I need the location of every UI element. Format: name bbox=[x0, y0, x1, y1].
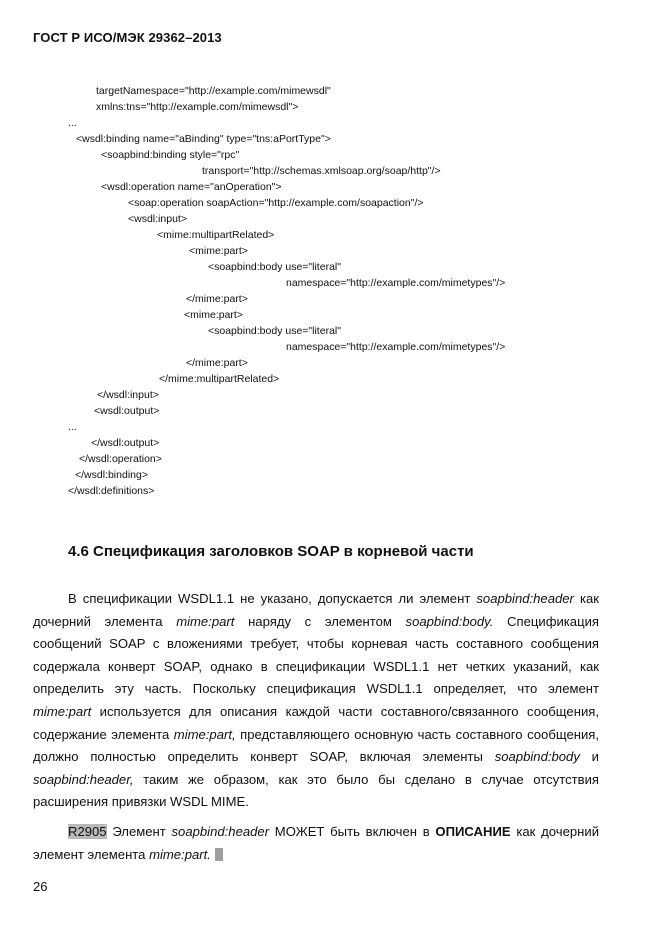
code-line: targetNamespace="http://example.com/mimewsdl" bbox=[96, 85, 331, 97]
code-line: <wsdl:binding name="aBinding" type="tns:aPortType"> bbox=[76, 133, 331, 145]
code-line: <mime:multipartRelated> bbox=[157, 229, 275, 241]
code-line: </wsdl:output> bbox=[91, 437, 160, 449]
code-line: </wsdl:definitions> bbox=[68, 485, 155, 497]
code-line: </mime:part> bbox=[186, 293, 248, 305]
section-heading: 4.6 Спецификация заголовков SOAP в корневой части bbox=[68, 543, 474, 560]
code-line: ... bbox=[68, 421, 77, 433]
code-line: </mime:multipartRelated> bbox=[159, 373, 280, 385]
code-line: xmlns:tns="http://example.com/mimewsdl"> bbox=[96, 101, 299, 113]
code-line: <mime:part> bbox=[189, 245, 248, 257]
code-line: <soapbind:body use="literal" bbox=[208, 261, 341, 273]
code-line: namespace="http://example.com/mimetypes"/> bbox=[286, 277, 506, 289]
code-line: </wsdl:operation> bbox=[79, 453, 162, 465]
code-line: </wsdl:binding> bbox=[75, 469, 148, 481]
code-line: ... bbox=[68, 117, 77, 129]
body-paragraph: В спецификации WSDL1.1 не указано, допускается ли элемент soapbind:header как дочерний элемента mime:part наряду с элементом soapbind:body. Спецификация сообщений SOAP с вложениями требует, чтобы корневая часть составного сообщения содержала конверт SOAP, однако в спецификации WSDL1.1 нет четких указаний, как определить эту часть. Поскольку спецификация WSDL1.1 определяет, что элемент mime:part используется для описания каждой части составного/связанного сообщения, содержание элемента mime:part, представляющего основную часть составного сообщения, должно полностью определить конверт SOAP, включая элементы soapbind:body и soapbind:header, таким же образом, как это было бы сделано в случае отсутствия расширения привязки WSDL MIME. bbox=[33, 591, 600, 810]
code-line: <wsdl:input> bbox=[128, 213, 187, 225]
code-line: <soapbind:binding style="rpc" bbox=[101, 149, 240, 161]
document-header: ГОСТ Р ИСО/МЭК 29362–2013 bbox=[33, 30, 222, 45]
code-line: <wsdl:output> bbox=[94, 405, 160, 417]
code-line: namespace="http://example.com/mimetypes"/> bbox=[286, 341, 506, 353]
page-number: 26 bbox=[33, 879, 48, 894]
code-line: <wsdl:operation name="anOperation"> bbox=[101, 181, 282, 193]
code-line: transport="http://schemas.xmlsoap.org/soap/http"/> bbox=[202, 165, 441, 177]
edit-marker bbox=[215, 848, 223, 861]
requirement-paragraph: R2905 Элемент soapbind:header МОЖЕТ быть включен в ОПИСАНИЕ как дочерний элемент элемента mime:part. bbox=[33, 824, 600, 862]
requirement-id: R2905 bbox=[68, 824, 107, 839]
code-line: <soap:operation soapAction="http://example.com/soapaction"/> bbox=[128, 197, 424, 209]
code-line: </wsdl:input> bbox=[97, 389, 159, 401]
code-line: <soapbind:body use="literal" bbox=[208, 325, 341, 337]
code-line: <mime:part> bbox=[184, 309, 243, 321]
code-line: </mime:part> bbox=[186, 357, 248, 369]
